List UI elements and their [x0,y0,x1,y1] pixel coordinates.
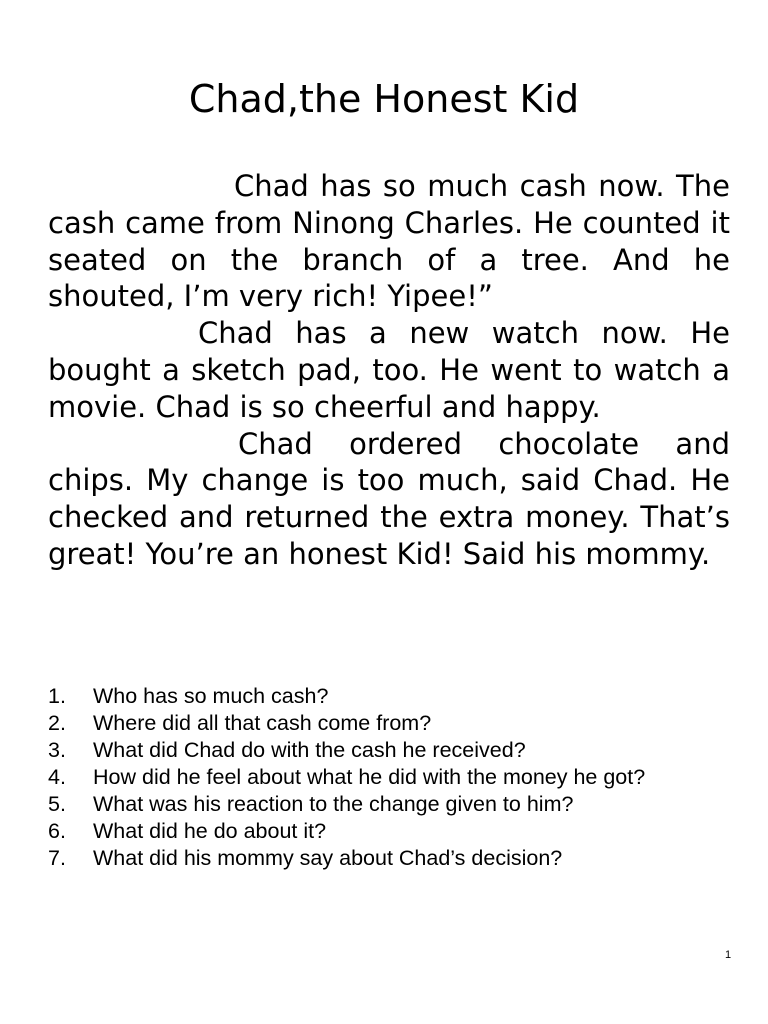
question-item [48,710,732,737]
page-number: 1 [724,949,732,961]
question-text: What did he do about it? [93,819,327,843]
question-text: Who has so much cash? [93,684,329,708]
question-number: 1. [48,684,66,708]
question-text: What did Chad do with the cash he received? [93,738,526,762]
question-number: 3. [48,738,66,762]
story-paragraph-2: Chad has a new watch now. He bought a sketch pad, too. He went to watch a movie. Chad is so cheerful and happy. [48,316,730,424]
question-text: What was his reaction to the change given to him? [93,792,574,816]
question-text: What did his mommy say about Chad’s decision? [93,846,563,870]
question-item [48,764,732,791]
question-number: 5. [48,792,66,816]
story-body [48,168,730,573]
question-text: Where did all that cash come from? [93,711,432,735]
question-number: 7. [48,846,66,870]
question-text: How did he feel about what he did with the money he got? [93,765,646,789]
question-item [48,737,732,764]
story-paragraph-1: Chad has so much cash now. The cash came from Ninong Charles. He counted it seated on the branch of a tree. And he shouted, I’m very rich! Yipee!” [48,169,730,314]
question-list [48,683,732,872]
question-number: 6. [48,819,66,843]
document-title: Chad,the Honest Kid [188,77,580,121]
question-number: 4. [48,765,66,789]
question-item [48,818,732,845]
story-paragraph-3: Chad ordered chocolate and chips. My change is too much, said Chad. He checked and returned the extra money. That’s great! You’re an honest Kid! Said his mommy. [48,426,730,571]
question-item [48,845,732,872]
question-item [48,791,732,818]
question-item [48,683,732,710]
question-number: 2. [48,711,66,735]
